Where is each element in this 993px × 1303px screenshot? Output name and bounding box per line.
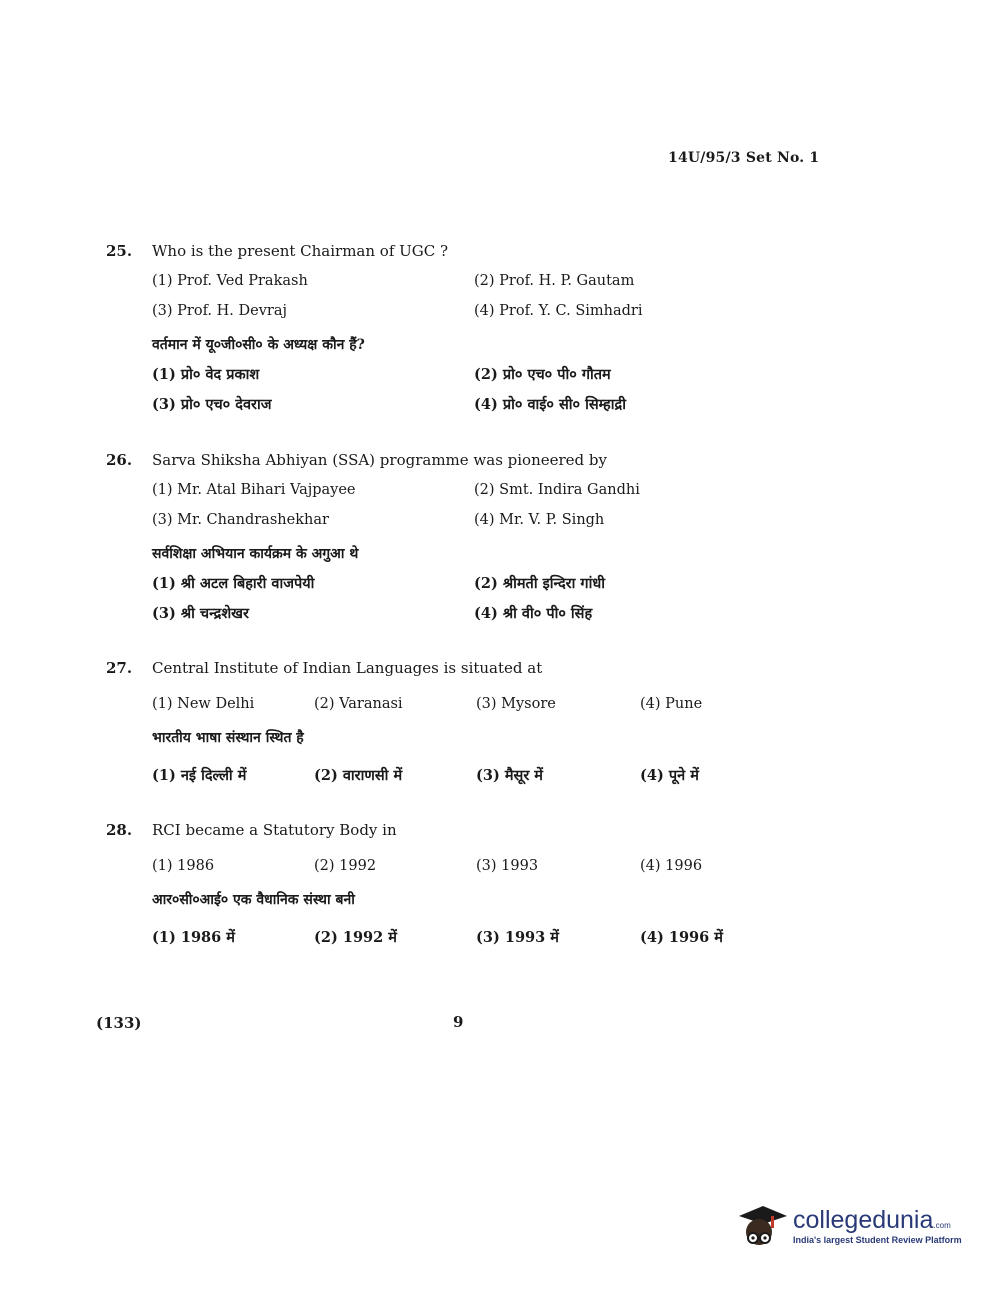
option-2: (2) Prof. H. P. Gautam: [474, 273, 635, 289]
options-row: [152, 301, 746, 321]
hindi-options-row: [152, 928, 746, 948]
page-number: 9: [453, 1013, 464, 1031]
hindi-options-row: [152, 766, 746, 786]
hindi-options-row: [152, 395, 746, 415]
options-row: [152, 271, 746, 291]
option-2: (2) Smt. Indira Gandhi: [474, 482, 640, 498]
question-text: RCI became a Statutory Body in: [152, 821, 397, 839]
hindi-option-3: (3) प्रो० एच० देवराज: [152, 396, 272, 413]
logo-suffix: .com: [933, 1221, 951, 1230]
hindi-option-3: (3) मैसूर में: [476, 767, 543, 784]
question-text: Central Institute of Indian Languages is situated at: [152, 659, 543, 677]
hindi-option-4: (4) 1996 में: [640, 929, 723, 946]
logo-name-line: [793, 1206, 962, 1234]
hindi-option-1: (1) प्रो० वेद प्रकाश: [152, 366, 260, 383]
option-1: (1) 1986: [152, 858, 215, 874]
hindi-option-1: (1) नई दिल्ली में: [152, 767, 247, 784]
question-line: [106, 450, 746, 470]
hindi-question-text: आर०सी०आई० एक वैधानिक संस्था बनी: [152, 892, 355, 908]
hindi-option-1: (1) 1986 में: [152, 929, 235, 946]
option-3: (3) 1993: [476, 858, 539, 874]
option-4: (4) 1996: [640, 858, 703, 874]
hindi-option-4: (4) श्री वी० पी० सिंह: [474, 605, 593, 622]
question-text: Who is the present Chairman of UGC ?: [152, 242, 449, 260]
logo-tagline: India's largest Student Review Platform: [793, 1235, 962, 1245]
question-number: 28.: [106, 821, 133, 839]
collegedunia-logo[interactable]: [733, 1196, 963, 1256]
hindi-question-text: भारतीय भाषा संस्थान स्थित है: [152, 730, 304, 746]
question-line: [106, 658, 746, 678]
hindi-option-2: (2) प्रो० एच० पी० गौतम: [474, 366, 611, 383]
hindi-question-text: वर्तमान में यू०जी०सी० के अध्यक्ष कौन हैं?: [152, 337, 365, 353]
hindi-options-row: [152, 604, 746, 624]
hindi-options-row: [152, 365, 746, 385]
option-3: (3) Prof. H. Devraj: [152, 303, 287, 319]
option-4: (4) Prof. Y. C. Simhadri: [474, 303, 643, 319]
question-28: [106, 820, 746, 948]
hindi-question-text: सर्वशिक्षा अभियान कार्यक्रम के अगुआ थे: [152, 546, 359, 562]
option-4: (4) Pune: [640, 696, 703, 712]
hindi-option-3: (3) 1993 में: [476, 929, 559, 946]
option-1: (1) Prof. Ved Prakash: [152, 273, 308, 289]
hindi-option-3: (3) श्री चन्द्रशेखर: [152, 605, 249, 622]
question-26: [106, 450, 746, 624]
hindi-options-row: [152, 574, 746, 594]
options-row: [152, 856, 746, 876]
options-row: [152, 480, 746, 500]
options-row: [152, 510, 746, 530]
hindi-option-2: (2) श्रीमती इन्दिरा गांधी: [474, 575, 605, 592]
question-25: [106, 241, 746, 415]
option-1: (1) New Delhi: [152, 696, 255, 712]
option-1: (1) Mr. Atal Bihari Vajpayee: [152, 482, 356, 498]
question-number: 25.: [106, 242, 133, 260]
option-3: (3) Mr. Chandrashekhar: [152, 512, 329, 528]
hindi-option-4: (4) पूने में: [640, 767, 699, 784]
options-row: [152, 694, 746, 714]
option-4: (4) Mr. V. P. Singh: [474, 512, 605, 528]
logo-text: [793, 1206, 962, 1246]
option-2: (2) Varanasi: [314, 696, 403, 712]
logo-name: collegedunia: [793, 1206, 934, 1234]
option-3: (3) Mysore: [476, 696, 556, 712]
question-number: 26.: [106, 451, 133, 469]
question-line: [106, 241, 746, 261]
question-number: 27.: [106, 659, 133, 677]
question-27: [106, 658, 746, 786]
booklet-code: (133): [96, 1014, 142, 1032]
hindi-option-2: (2) 1992 में: [314, 929, 397, 946]
hindi-option-1: (1) श्री अटल बिहारी वाजपेयी: [152, 575, 315, 592]
question-text: Sarva Shiksha Abhiyan (SSA) programme was pioneered by: [152, 451, 607, 469]
graduate-mascot-icon: [733, 1198, 789, 1254]
question-line: [106, 820, 746, 840]
option-2: (2) 1992: [314, 858, 377, 874]
hindi-option-4: (4) प्रो० वाई० सी० सिम्हाद्री: [474, 396, 626, 413]
hindi-option-2: (2) वाराणसी में: [314, 767, 403, 784]
set-code: 14U/95/3 Set No. 1: [668, 150, 820, 166]
